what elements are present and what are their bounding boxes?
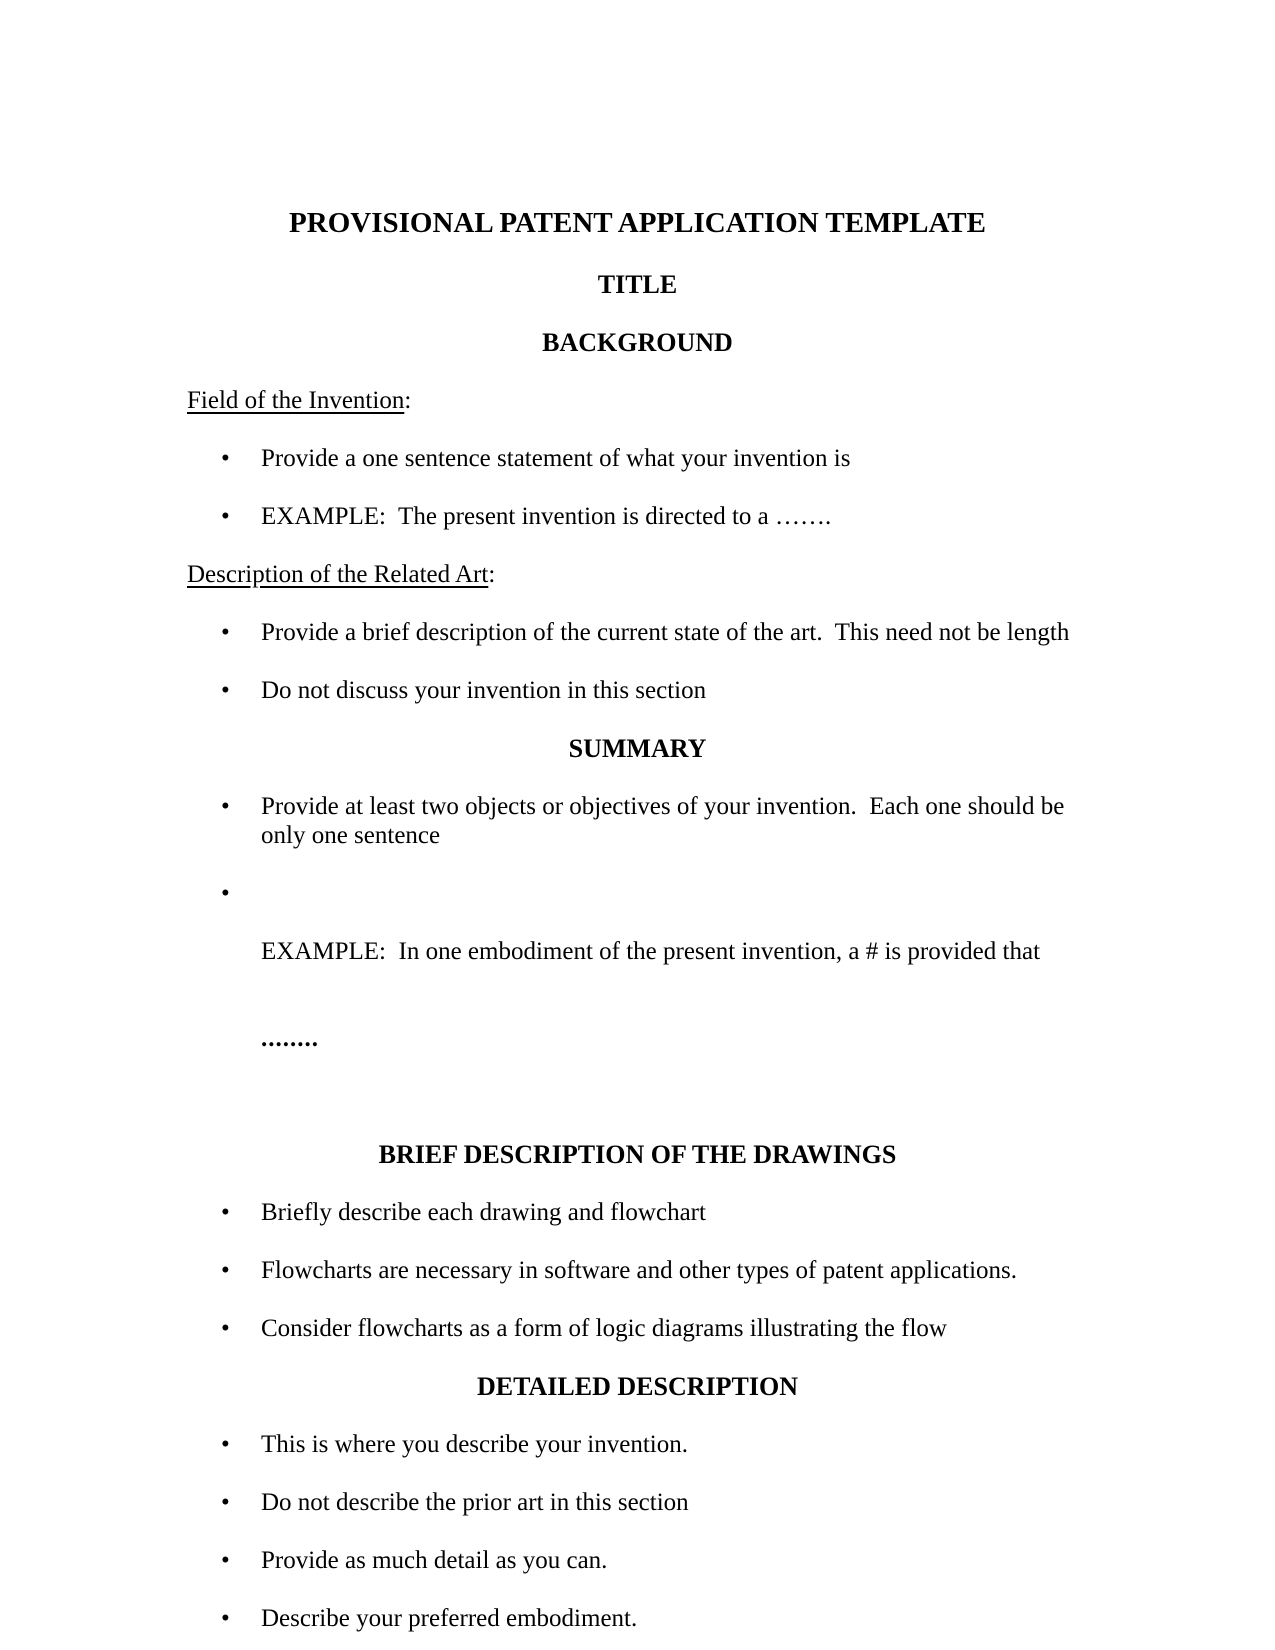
bullet-marker: •: [221, 1547, 230, 1574]
bullet-text: Provide at least two objects or objectives of your invention. Each one should be only one sentence: [261, 793, 1065, 849]
bullet-text: Do not discuss your invention in this section: [261, 677, 707, 704]
subheading-related-art-label: Description of the Related Art: [187, 561, 489, 588]
bullet-item: [187, 1488, 1088, 1517]
bullet-text: Provide a one sentence statement of what your invention is: [261, 445, 851, 472]
bullet-marker: •: [221, 1315, 230, 1342]
bullet-marker: •: [221, 1431, 230, 1458]
bullet-marker: •: [221, 1199, 230, 1226]
bullet-item: [187, 1314, 1088, 1343]
bullet-item: [187, 1604, 1088, 1633]
bullet-text: Provide a brief description of the current state of the art. This need not be length: [261, 619, 1070, 646]
bullet-item: [187, 1546, 1088, 1575]
bullet-marker: •: [221, 880, 230, 907]
subheading-related-art-colon: :: [488, 561, 496, 588]
bullet-text: Describe your preferred embodiment.: [261, 1605, 638, 1632]
bullet-text: [261, 879, 1088, 1111]
bullet-marker: •: [221, 677, 230, 704]
heading-background: BACKGROUND: [542, 328, 733, 357]
bullet-item: [187, 676, 1088, 705]
subheading-field-of-invention: [187, 386, 1088, 415]
bullet-text-line: EXAMPLE: In one embodiment of the present invention, a # is provided that: [261, 938, 1041, 965]
bullet-text: Briefly describe each drawing and flowchart: [261, 1199, 706, 1226]
bullet-text-dots-line: ........: [261, 1025, 319, 1052]
subheading-field-of-invention-colon: :: [404, 387, 412, 414]
bullet-item: [187, 1430, 1088, 1459]
bullet-text: Flowcharts are necessary in software and other types of patent applications.: [261, 1257, 1017, 1284]
subheading-related-art: [187, 560, 1088, 589]
bullet-text: Consider flowcharts as a form of logic diagrams illustrating the flow: [261, 1315, 947, 1342]
bullet-item: [187, 1256, 1088, 1285]
bullet-item: [187, 618, 1088, 647]
bullet-marker: •: [221, 445, 230, 472]
heading-drawings: BRIEF DESCRIPTION OF THE DRAWINGS: [378, 1140, 897, 1169]
document-title: PROVISIONAL PATENT APPLICATION TEMPLATE: [289, 207, 986, 239]
bullet-marker: •: [221, 619, 230, 646]
heading-detailed-description: DETAILED DESCRIPTION: [477, 1372, 798, 1401]
bullet-marker: •: [221, 1257, 230, 1284]
bullet-marker: •: [221, 1605, 230, 1632]
bullet-marker: •: [221, 1489, 230, 1516]
bullet-item: [187, 502, 1088, 531]
bullet-text: This is where you describe your invention.: [261, 1431, 688, 1458]
bullet-text: EXAMPLE: The present invention is directed to a …….: [261, 503, 832, 530]
bullet-item: [187, 1198, 1088, 1227]
bullet-text: Do not describe the prior art in this section: [261, 1489, 689, 1516]
bullet-item: [187, 444, 1088, 473]
bullet-text: Provide as much detail as you can.: [261, 1547, 608, 1574]
heading-title: TITLE: [597, 270, 678, 299]
bullet-item: [187, 792, 1088, 850]
bullet-item: [187, 879, 1088, 1111]
subheading-field-of-invention-label: Field of the Invention: [187, 387, 405, 414]
bullet-marker: •: [221, 503, 230, 530]
heading-summary: SUMMARY: [568, 734, 707, 763]
bullet-marker: •: [221, 793, 230, 820]
